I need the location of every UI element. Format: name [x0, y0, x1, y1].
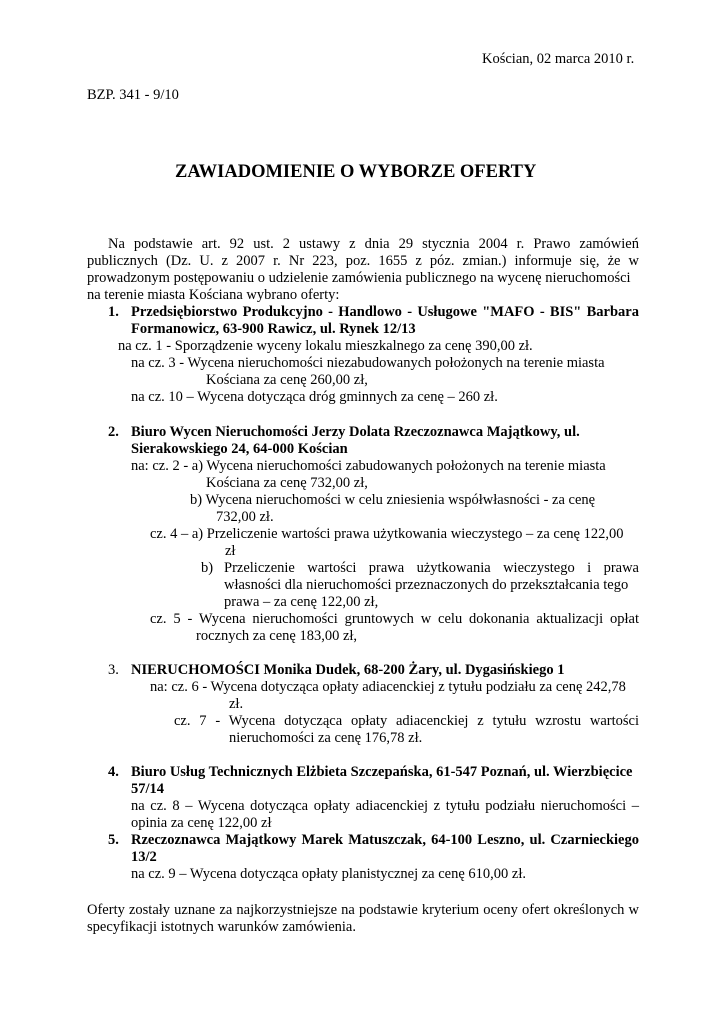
offer-5-number: 5. — [108, 832, 119, 848]
closing-line-2: specyfikacji istotnych warunków zamówienia. — [87, 919, 356, 935]
closing-line-1: Oferty zostały uznane za najkorzystniejsze na podstawie kryterium oceny ofert określonych w — [87, 902, 639, 918]
offer-1-detail-2: na cz. 3 - Wycena nieruchomości niezabudowanych położonych na terenie miasta — [131, 355, 605, 371]
offer-3-name: NIERUCHOMOŚCI Monika Dudek, 68-200 Żary, ul. Dygasińskiego 1 — [131, 662, 565, 678]
offer-2-detail-8: własności dla nieruchomości przeznaczonych do przekształcania tego — [224, 577, 629, 593]
offer-2-detail-10: cz. 5 - Wycena nieruchomości gruntowych w celu dokonania aktualizacji opłat — [150, 611, 639, 627]
offer-2-detail-3: b) Wycena nieruchomości w celu zniesienia współwłasności - za cenę — [190, 492, 596, 508]
offer-2-number: 2. — [108, 424, 119, 440]
offer-3-detail-3: cz. 7 - Wycena dotycząca opłaty adiacenckiej z tytułu wzrostu wartości — [174, 713, 639, 729]
offer-1-name-line-2: Formanowicz, 63-900 Rawicz, ul. Rynek 12/13 — [131, 321, 416, 337]
offer-2-detail-2: Kościana za cenę 732,00 zł, — [206, 475, 368, 491]
offer-1-number: 1. — [108, 304, 119, 320]
offer-4-name-line-1: Biuro Usług Technicznych Elżbieta Szczepańska, 61-547 Poznań, ul. Wierzbięcice — [131, 764, 633, 780]
offer-2-detail-11: rocznych za cenę 183,00 zł, — [196, 628, 358, 644]
offer-1-detail-3: Kościana za cenę 260,00 zł, — [206, 372, 368, 388]
intro-line-1: Na podstawie art. 92 ust. 2 ustawy z dnia 29 stycznia 2004 r. Prawo zamówień — [108, 236, 639, 252]
offer-2-detail-6: zł — [225, 543, 236, 559]
offer-4-detail-1: na cz. 8 – Wycena dotycząca opłaty adiacenckiej z tytułu podziału nieruchomości – — [131, 798, 639, 814]
offer-4-detail-2: opinia za cenę 122,00 zł — [131, 815, 272, 831]
offer-2-detail-5: cz. 4 – a) Przeliczenie wartości prawa użytkowania wieczystego – za cenę 122,00 — [150, 526, 624, 542]
offer-2-detail-1: na: cz. 2 - a) Wycena nieruchomości zabudowanych położonych na terenie miasta — [131, 458, 606, 474]
offer-5-name-line-1: Rzeczoznawca Majątkowy Marek Matuszczak, 64-100 Leszno, ul. Czarnieckiego — [131, 832, 639, 848]
reference-number: BZP. 341 - 9/10 — [87, 87, 179, 103]
offer-1-detail-4: na cz. 10 – Wycena dotycząca dróg gminnych za cenę – 260 zł. — [131, 389, 498, 405]
intro-line-3: prowadzonym postępowaniu o udzielenie zamówienia publicznego na wycenę nieruchomości — [87, 270, 631, 286]
offer-2-detail-4: 732,00 zł. — [216, 509, 274, 525]
offer-1-name-line-1: Przedsiębiorstwo Produkcyjno - Handlowo - Usługowe "MAFO - BIS" Barbara — [131, 304, 639, 320]
offer-3-detail-1: na: cz. 6 - Wycena dotycząca opłaty adiacenckiej z tytułu podziału za cenę 242,78 — [150, 679, 626, 695]
intro-line-4: na terenie miasta Kościana wybrano oferty: — [87, 287, 340, 303]
document-title: ZAWIADOMIENIE O WYBORZE OFERTY — [175, 162, 537, 182]
intro-line-2: publicznych (Dz. U. z 2007 r. Nr 223, poz. 1655 z póz. zmian.) informuje się, że w — [87, 253, 639, 269]
offer-1-detail-1: na cz. 1 - Sporządzenie wyceny lokalu mieszkalnego za cenę 390,00 zł. — [118, 338, 533, 354]
offer-2-detail-9: prawa – za cenę 122,00 zł, — [224, 594, 379, 610]
offer-2-detail-7-marker: b) — [201, 560, 214, 576]
offer-3-number: 3. — [108, 662, 119, 678]
offer-5-name-line-2: 13/2 — [131, 849, 157, 865]
place-date: Kościan, 02 marca 2010 r. — [482, 51, 635, 67]
offer-4-name-line-2: 57/14 — [131, 781, 165, 797]
offer-2-name-line-2: Sierakowskiego 24, 64-000 Kościan — [131, 441, 348, 457]
offer-5-detail-1: na cz. 9 – Wycena dotycząca opłaty planistycznej za cenę 610,00 zł. — [131, 866, 527, 882]
offer-4-number: 4. — [108, 764, 119, 780]
offer-3-detail-4: nieruchomości za cenę 176,78 zł. — [229, 730, 423, 746]
offer-3-detail-2: zł. — [229, 696, 244, 712]
offer-2-detail-7: Przeliczenie wartości prawa użytkowania wieczystego i prawa — [224, 560, 639, 576]
offer-2-name-line-1: Biuro Wycen Nieruchomości Jerzy Dolata Rzeczoznawca Majątkowy, ul. — [131, 424, 580, 440]
